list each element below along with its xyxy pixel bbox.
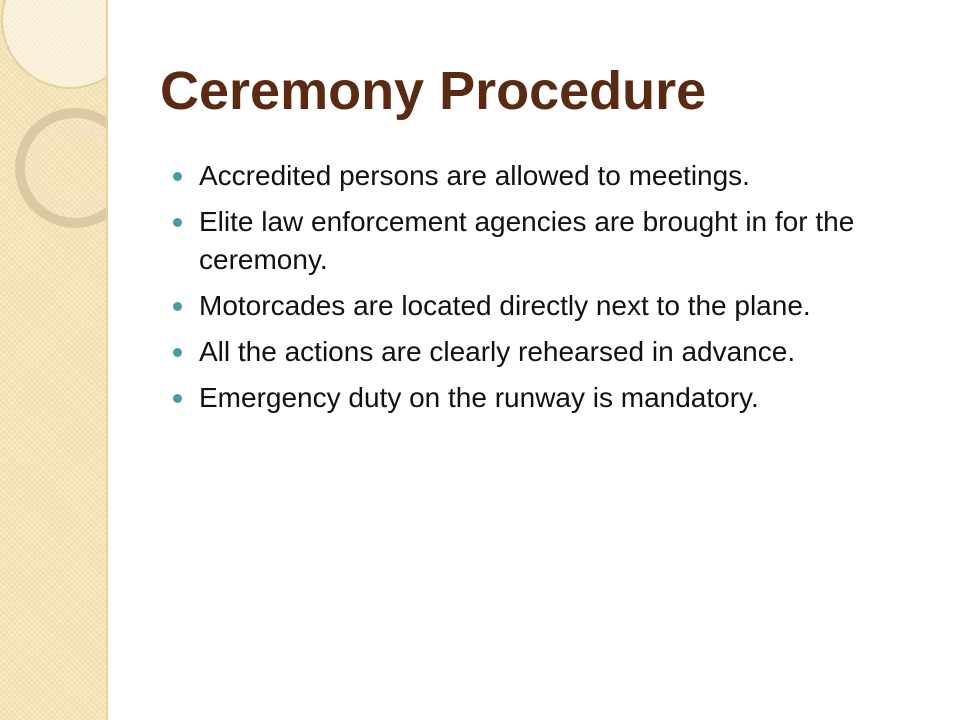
bullet-text: Emergency duty on the runway is mandatory.	[199, 382, 759, 413]
bullet-dot-icon	[173, 218, 182, 227]
bullet-text: Elite law enforcement agencies are brought in for the ceremony.	[199, 206, 855, 275]
bullet-dot-icon	[173, 172, 182, 181]
bullet-item	[168, 203, 908, 279]
bullet-dot-icon	[173, 348, 182, 357]
bullet-item	[168, 333, 908, 371]
bullet-text: Motorcades are located directly next to the plane.	[199, 290, 811, 321]
decorative-circles	[0, 0, 106, 720]
bullet-item	[168, 287, 908, 325]
bullet-item	[168, 379, 908, 417]
decorative-ring-inner	[35, 128, 106, 208]
bullet-dot-icon	[173, 394, 182, 403]
slide-title: Ceremony Procedure	[160, 61, 707, 121]
bullet-dot-icon	[173, 302, 182, 311]
bullet-text: All the actions are clearly rehearsed in advance.	[199, 336, 796, 367]
bullet-text: Accredited persons are allowed to meetings.	[199, 160, 750, 191]
bullet-item	[168, 157, 908, 195]
bullet-list	[168, 157, 908, 425]
decorative-circle-top	[2, 0, 106, 88]
decorative-side-strip	[0, 0, 108, 720]
